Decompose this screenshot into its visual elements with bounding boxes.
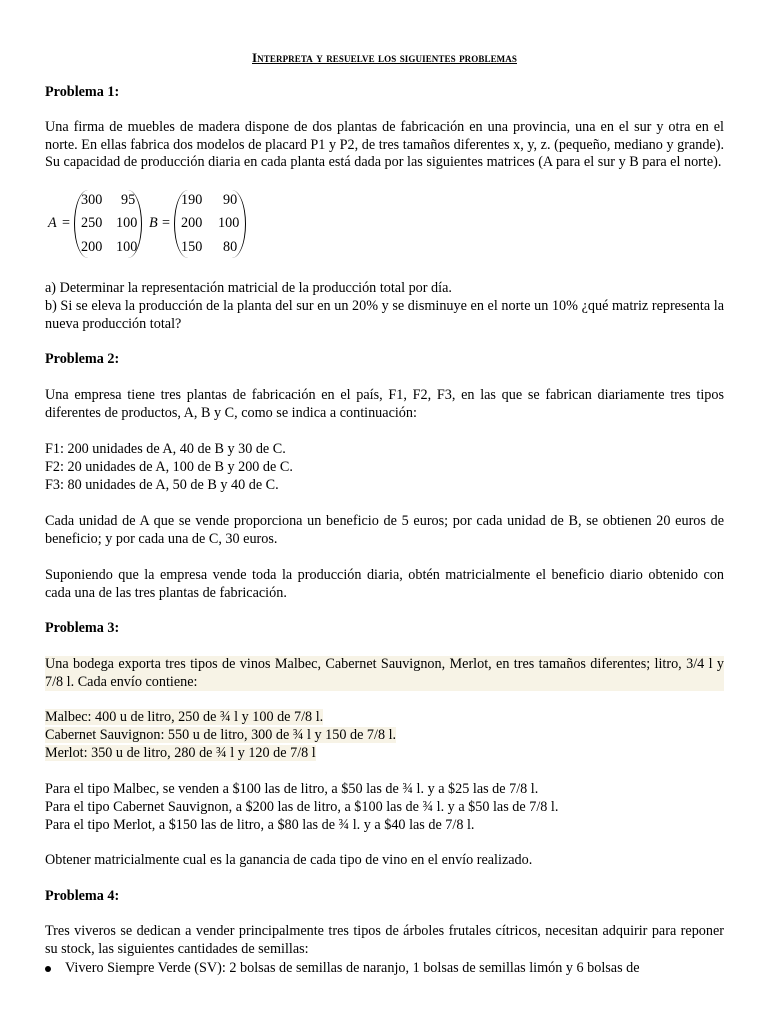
matrix-b-equals: = <box>162 215 171 231</box>
matrix-b-cell: 100 <box>218 215 240 231</box>
planta-line: F3: 80 unidades de A, 50 de B y 40 de C. <box>45 477 279 493</box>
envio-line-wrap <box>45 709 323 727</box>
matrix-b-cell: 190 <box>181 192 203 208</box>
planta-line: F1: 200 unidades de A, 40 de B y 30 de C. <box>45 441 286 457</box>
matrix-a <box>74 190 142 258</box>
matrix-b <box>174 190 246 258</box>
problema-1-heading: Problema 1: <box>45 84 120 100</box>
problema-2-beneficio: Cada unidad de A que se vende proporciona un beneficio de 5 euros; por cada unidad de B, se obtienen 20 euros de beneficio; y por cada una de C, 30 euros. <box>45 513 724 547</box>
problema-2-pregunta: Suponiendo que la empresa vende toda la producción diaria, obtén matricialmente el beneficio diario obtenido con cada una de las tres plantas de fabricación. <box>45 567 724 601</box>
envio-line: Cabernet Sauvignon: 550 u de litro, 300 de ¾ l y 150 de 7/8 l. <box>45 727 397 743</box>
problema-3-pregunta: Obtener matricialmente cual es la ganancia de cada tipo de vino en el envío realizado. <box>45 852 533 868</box>
matrix-b-cell: 90 <box>223 192 238 208</box>
envio-line: Malbec: 400 u de litro, 250 de ¾ l y 100 de 7/8 l. <box>45 709 324 725</box>
matrix-a-cell: 300 <box>81 192 103 208</box>
envio-line-wrap <box>45 745 316 763</box>
matrix-a-cell: 95 <box>121 192 136 208</box>
envio-line-wrap <box>45 727 396 745</box>
problema-1-part-a: a) Determinar la representación matricial de la producción total por día. <box>45 280 452 296</box>
matrix-b-label: B <box>149 215 158 231</box>
matrix-a-label: A <box>48 215 57 231</box>
matrix-b-cell: 80 <box>223 239 238 255</box>
page-title: Interpreta y resuelve los siguientes problemas <box>252 50 517 65</box>
matrix-b-cell: 200 <box>181 215 203 231</box>
planta-line: F2: 20 unidades de A, 100 de B y 200 de C. <box>45 459 293 475</box>
problema-1-part-b: b) Si se eleva la producción de la planta del sur en un 20% y se disminuye en el norte un 10% ¿qué matriz representa la nueva producción total? <box>45 298 724 332</box>
problema-3-intro: Una bodega exporta tres tipos de vinos Malbec, Cabernet Sauvignon, Merlot, en tres tamaños diferentes; litro, 3/4 l y 7/8 l. Cada envío contiene: <box>45 656 724 690</box>
envio-line: Merlot: 350 u de litro, 280 de ¾ l y 120 de 7/8 l <box>45 745 316 761</box>
matrix-a-cell: 100 <box>116 239 138 255</box>
vivero-text: Vivero Siempre Verde (SV): 2 bolsas de semillas de naranjo, 1 bolsas de semillas limón y 6 bolsas de <box>65 960 640 976</box>
precio-line: Para el tipo Merlot, a $150 las de litro, a $80 las de ¾ l. y a $40 las de 7/8 l. <box>45 817 475 833</box>
matrix-a-equals: = <box>62 215 71 231</box>
precio-line: Para el tipo Cabernet Sauvignon, a $200 las de litro, a $100 las de ¾ l. y a $50 las de 7/8 l. <box>45 799 559 815</box>
matrix-a-cell: 100 <box>116 215 138 231</box>
problema-4-intro: Tres viveros se dedican a vender principalmente tres tipos de árboles frutales cítricos, necesitan adquirir para reponer su stock, las siguientes cantidades de semillas: <box>45 923 724 957</box>
problema-4-heading: Problema 4: <box>45 888 120 904</box>
bullet-icon <box>45 966 51 972</box>
precio-line: Para el tipo Malbec, se venden a $100 las de litro, a $50 las de ¾ l. y a $25 las de 7/8 l. <box>45 781 539 797</box>
problema-2-intro: Una empresa tiene tres plantas de fabricación en el país, F1, F2, F3, en las que se fabrican diariamente tres tipos diferentes de productos, A, B y C, como se indica a continuación: <box>45 387 724 421</box>
matrix-a-cell: 250 <box>81 215 103 231</box>
list-item <box>65 960 640 978</box>
problema-2-heading: Problema 2: <box>45 351 120 367</box>
problema-1-matrices <box>45 190 724 260</box>
matrix-b-cell: 150 <box>181 239 203 255</box>
matrix-a-cell: 200 <box>81 239 103 255</box>
problema-1-intro: Una firma de muebles de madera dispone de dos plantas de fabricación en una provincia, una en el sur y otra en el norte. En ellas fabrica dos modelos de placard P1 y P2, de tres tamaños diferentes x, y, z. (pequeño, mediano y grande). Su capacidad de producción diaria en cada planta está dada por las siguientes matrices (A para el sur y B para el norte). <box>45 119 724 170</box>
problema-3-heading: Problema 3: <box>45 620 120 636</box>
